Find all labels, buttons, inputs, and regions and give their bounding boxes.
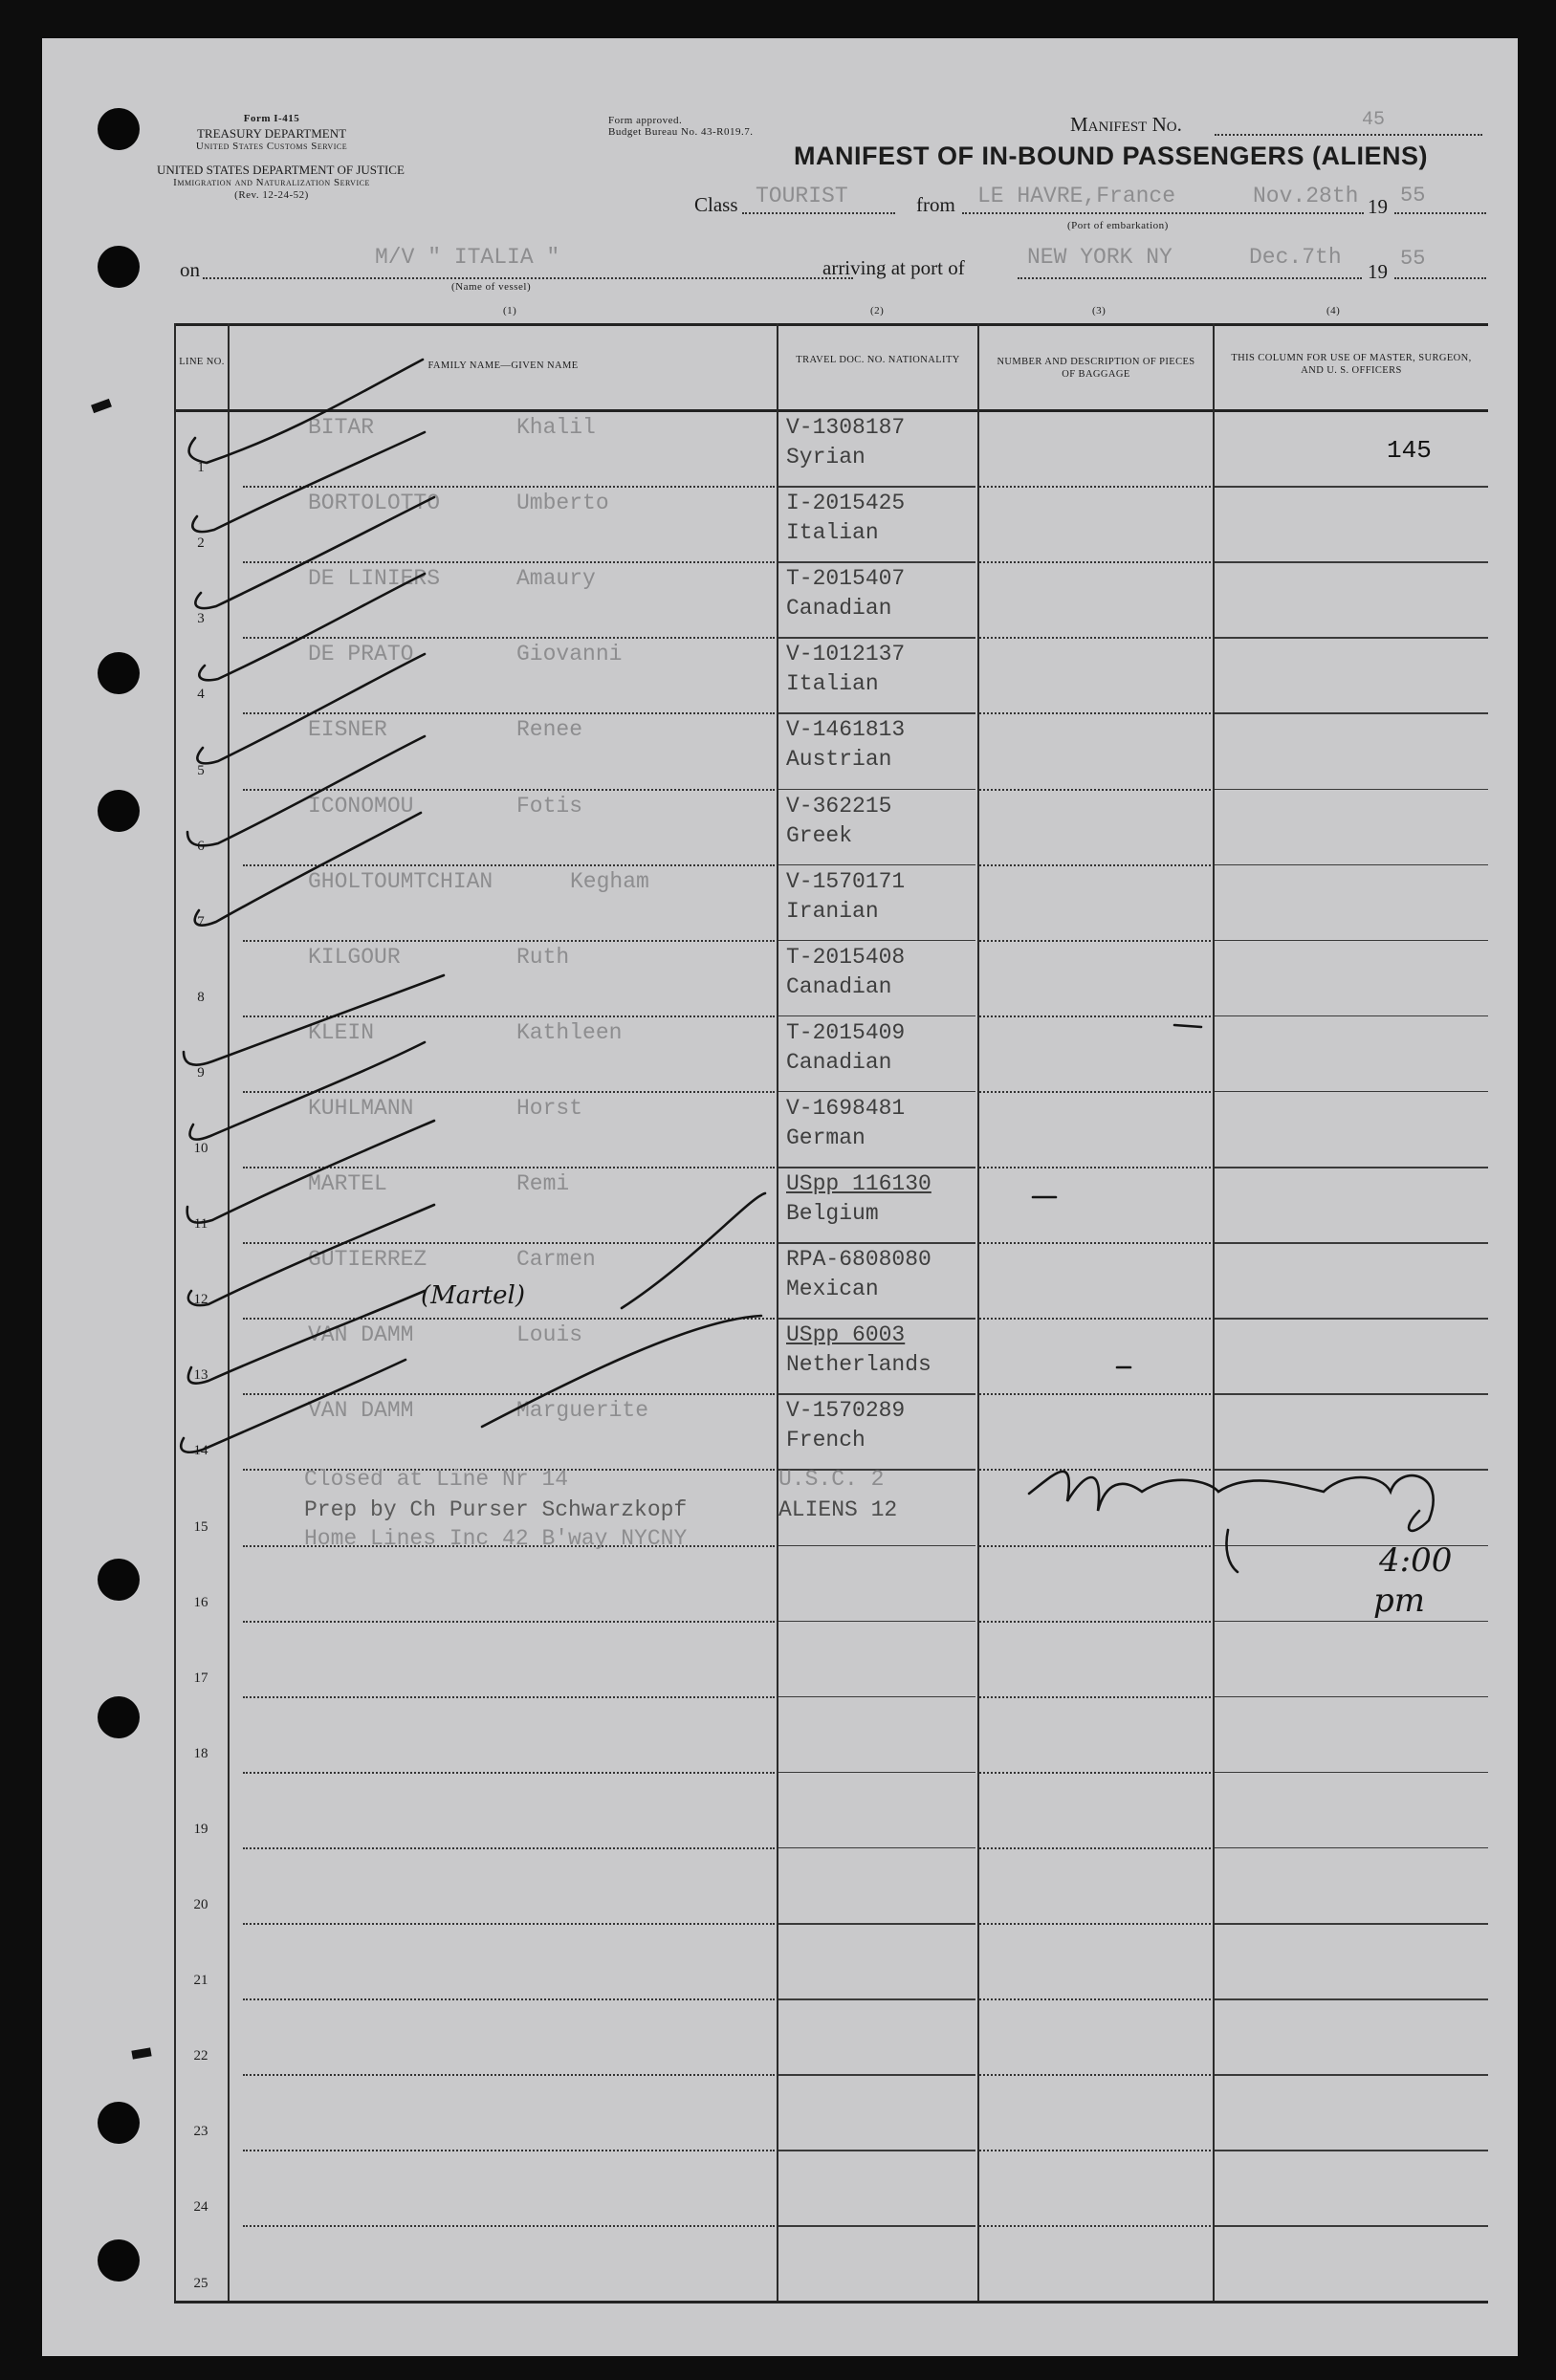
col-num-1: (1) — [503, 305, 517, 317]
nationality: Canadian — [786, 1049, 892, 1075]
form-number: Form I-415 — [243, 113, 300, 124]
nationality: Austrian — [786, 747, 892, 773]
checkmark-4 — [199, 574, 425, 680]
line-number: 19 — [193, 1821, 208, 1837]
line-number: 14 — [193, 1443, 208, 1459]
handwritten-time: 4:00 — [1379, 1541, 1453, 1580]
vessel-name: M/V " ITALIA " — [375, 245, 560, 270]
customs-service: United States Customs Service — [195, 141, 348, 152]
family-name: GUTIERREZ — [308, 1247, 427, 1273]
nationality: French — [786, 1428, 866, 1453]
given-name: Remi — [516, 1171, 570, 1196]
given-name: Ruth — [516, 944, 570, 970]
given-name: Renee — [516, 717, 583, 743]
given-name: Marguerite — [516, 1398, 649, 1424]
vessel-caption: (Name of vessel) — [451, 281, 532, 293]
travel-doc-number: T-2015408 — [786, 944, 906, 970]
line-number: 13 — [193, 1367, 208, 1384]
given-name: Kathleen — [516, 1019, 623, 1045]
family-name: KLEIN — [308, 1019, 375, 1045]
travel-doc-number: RPA-6808080 — [786, 1247, 931, 1273]
header-baggage: NUMBER AND DESCRIPTION OF PIECES OF BAGGAGE — [997, 357, 1195, 380]
aliens-count: ALIENS 12 — [778, 1497, 898, 1522]
family-name: VAN DAMM — [308, 1322, 414, 1348]
binder-hole — [98, 2102, 140, 2144]
given-name: Giovanni — [516, 642, 623, 667]
checkmark-14 — [181, 1360, 405, 1452]
nationality: Greek — [786, 822, 853, 848]
col-num-3: (3) — [1092, 305, 1107, 317]
travel-doc-number: T-2015407 — [786, 566, 906, 592]
line-number: 7 — [197, 913, 205, 929]
given-name: Kegham — [570, 868, 649, 894]
travel-doc-number: V-362215 — [786, 793, 892, 819]
vandamm-link-line — [482, 1316, 761, 1427]
class-value: TOURIST — [756, 184, 848, 208]
family-name: VAN DAMM — [308, 1398, 414, 1424]
header-name: FAMILY NAME—GIVEN NAME — [427, 360, 579, 371]
line-number: 25 — [193, 2275, 208, 2291]
family-name: KILGOUR — [308, 944, 401, 970]
port-of-embarkation: LE HAVRE,France — [977, 184, 1176, 208]
signature-flourish — [1226, 1530, 1238, 1572]
nationality: Italian — [786, 520, 879, 546]
line-number: 15 — [193, 1518, 208, 1535]
nationality: Canadian — [786, 596, 892, 622]
family-name: EISNER — [308, 717, 387, 743]
given-name: Carmen — [516, 1247, 596, 1273]
checkmark-3 — [195, 497, 434, 608]
given-name: Louis — [516, 1322, 583, 1348]
family-name: DE PRATO — [308, 642, 414, 667]
closed-note: Closed at Line Nr 14 — [304, 1467, 569, 1492]
family-name: GHOLTOUMTCHIAN — [308, 868, 493, 894]
form-revision: (Rev. 12-24-52) — [234, 189, 309, 201]
binder-hole — [98, 1696, 140, 1738]
given-name: Fotis — [516, 793, 583, 819]
prepared-by-note: Prep by Ch Purser Schwarzkopf — [304, 1497, 688, 1522]
header-officers: THIS COLUMN FOR USE OF MASTER, SURGEON, AND U. S. OFFICERS — [1231, 353, 1472, 376]
binder-hole — [98, 1559, 140, 1601]
officer-annotation: 145 — [1387, 436, 1432, 465]
checkmark-1 — [189, 360, 423, 463]
on-label: on — [180, 258, 200, 281]
year-prefix-1: 19 — [1368, 195, 1388, 218]
family-name: BITAR — [308, 415, 375, 440]
checkmark-5 — [197, 654, 425, 763]
line-number: 6 — [197, 838, 205, 854]
line-number: 3 — [197, 611, 205, 627]
nationality: Netherlands — [786, 1352, 931, 1378]
travel-doc-number: V-1698481 — [786, 1095, 906, 1121]
line-number: 22 — [193, 2048, 208, 2064]
arrival-date: Dec.7th — [1249, 245, 1342, 270]
nationality: Belgium — [786, 1201, 879, 1226]
given-name: Khalil — [516, 415, 596, 440]
form-approved: Form approved. — [608, 115, 683, 126]
year-prefix-2: 19 — [1368, 260, 1388, 283]
line-number: 18 — [193, 1745, 208, 1761]
manifest-page — [42, 38, 1518, 2356]
given-name: Horst — [516, 1095, 583, 1121]
given-name: Amaury — [516, 566, 596, 592]
checkmark-7 — [195, 813, 421, 926]
arrival-port: NEW YORK NY — [1027, 245, 1172, 270]
binder-hole — [98, 246, 140, 288]
ins-service: Immigration and Naturalization Service — [173, 177, 370, 188]
agent-note: Home Lines Inc 42 B'way NYCNY — [304, 1526, 688, 1551]
handwritten-pm: pm — [1373, 1582, 1426, 1620]
justice-dept: UNITED STATES DEPARTMENT OF JUSTICE — [157, 163, 405, 177]
travel-doc-number: T-2015409 — [786, 1019, 906, 1045]
checkmark-13 — [188, 1291, 425, 1384]
binder-hole — [98, 652, 140, 694]
line-number: 16 — [193, 1594, 208, 1610]
line-number: 20 — [193, 1897, 208, 1912]
checkmark-12 — [188, 1205, 434, 1305]
checkmark-2 — [192, 432, 425, 532]
line-number: 5 — [197, 762, 205, 778]
line-number: 2 — [197, 535, 205, 552]
baggage-dash-1 — [1174, 1025, 1201, 1027]
family-name: BORTOLOTTO — [308, 491, 441, 516]
nationality: Canadian — [786, 973, 892, 999]
arriving-label: arriving at port of — [822, 256, 965, 279]
nationality: Mexican — [786, 1277, 879, 1302]
port-embark-caption: (Port of embarkation) — [1067, 220, 1169, 231]
col-num-4: (4) — [1326, 305, 1341, 317]
travel-doc-number: V-1012137 — [786, 642, 906, 667]
usc-count: U.S.C. 2 — [778, 1467, 885, 1492]
travel-doc-number: I-2015425 — [786, 491, 906, 516]
checkmark-11 — [187, 1121, 434, 1223]
handwriting-overlay — [42, 38, 1518, 2356]
line-number: 10 — [193, 1141, 208, 1156]
family-name: MARTEL — [308, 1171, 387, 1196]
nationality: Iranian — [786, 898, 879, 924]
travel-doc-number: USpp 6003 — [786, 1322, 906, 1348]
travel-doc-number: V-1570289 — [786, 1398, 906, 1424]
departure-date: Nov.28th — [1253, 184, 1359, 208]
nationality: Italian — [786, 671, 879, 697]
line-number: 11 — [193, 1216, 208, 1233]
line-number: 24 — [193, 2199, 208, 2216]
document-title: MANIFEST OF IN-BOUND PASSENGERS (ALIENS) — [794, 142, 1429, 170]
travel-doc-number: USpp 116130 — [786, 1171, 931, 1196]
class-label: Class — [694, 193, 738, 216]
binder-hole — [98, 790, 140, 832]
header-travel-doc: TRAVEL DOC. NO. NATIONALITY — [796, 355, 960, 365]
travel-doc-number: V-1461813 — [786, 717, 906, 743]
from-label: from — [916, 193, 955, 216]
line-number: 21 — [193, 1973, 208, 1989]
col-num-2: (2) — [870, 305, 885, 317]
departure-year: 55 — [1400, 184, 1426, 207]
family-name: ICONOMOU — [308, 793, 414, 819]
family-name: DE LINIERS — [308, 566, 441, 592]
binder-hole — [98, 2239, 140, 2282]
manifest-no-label: Manifest No. — [1070, 113, 1182, 136]
martel-link-line — [622, 1193, 765, 1308]
nationality: German — [786, 1124, 866, 1150]
line-number: 9 — [197, 1064, 205, 1081]
given-name: Umberto — [516, 491, 609, 516]
travel-doc-number: V-1570171 — [786, 868, 906, 894]
manifest-number: 45 — [1362, 109, 1386, 131]
line-number: 23 — [193, 2124, 208, 2140]
line-number: 1 — [197, 460, 205, 476]
officer-signature — [1029, 1472, 1434, 1531]
handwritten-martel-note: (Martel) — [421, 1281, 525, 1310]
line-number: 8 — [197, 989, 205, 1005]
line-number: 17 — [193, 1670, 208, 1686]
family-name: KUHLMANN — [308, 1095, 414, 1121]
treasury-dept: TREASURY DEPARTMENT — [196, 126, 347, 141]
arrival-year: 55 — [1400, 247, 1426, 271]
binder-hole — [98, 108, 140, 150]
nationality: Syrian — [786, 445, 866, 469]
budget-bureau: Budget Bureau No. 43-R019.7. — [608, 126, 754, 138]
header-line-no: LINE NO. — [179, 357, 225, 367]
line-number: 4 — [197, 687, 205, 703]
travel-doc-number: V-1308187 — [786, 415, 906, 440]
line-number: 12 — [193, 1292, 208, 1308]
